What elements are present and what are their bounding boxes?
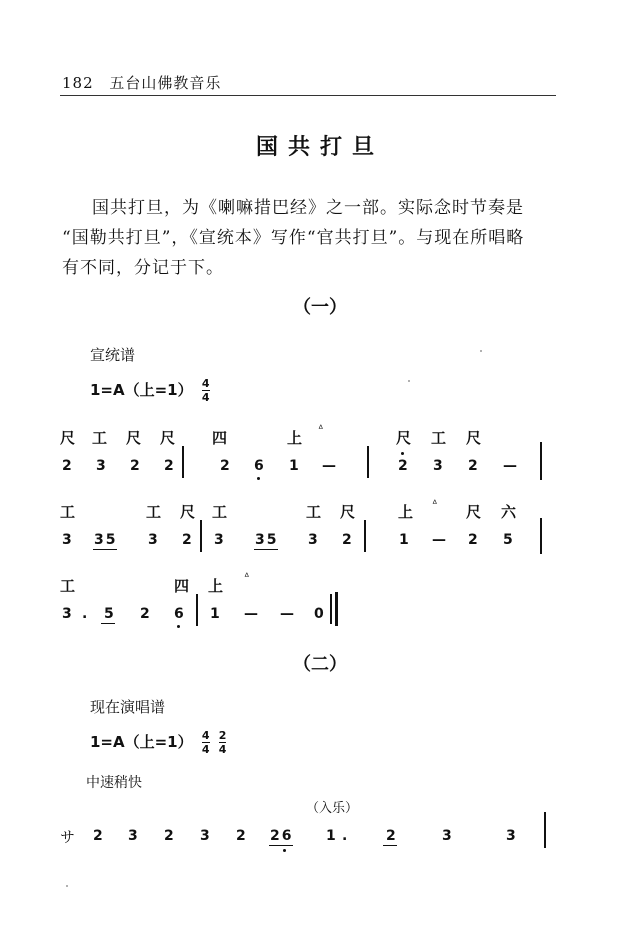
dash: —	[244, 606, 258, 622]
note: 3	[148, 532, 158, 548]
gongche-char: 工	[60, 577, 76, 595]
section-1-subtitle: 宣统谱	[90, 346, 136, 364]
note: 2	[62, 458, 72, 474]
note: 3	[442, 828, 452, 844]
header-rule	[60, 95, 556, 96]
section-2-key-signature	[90, 730, 226, 755]
scan-speck	[66, 885, 68, 887]
running-header	[62, 72, 221, 93]
gongche-char: 尺	[126, 429, 142, 447]
note: 2	[468, 458, 478, 474]
octave-dot-low	[283, 849, 286, 852]
accent-mark: ᐞ	[432, 499, 438, 510]
section-2-heading: （二）	[293, 654, 347, 675]
gongche-char: 尺	[396, 429, 412, 447]
gongche-char: 工	[92, 429, 108, 447]
time-top: 4	[201, 377, 210, 390]
page-number: 182	[62, 74, 94, 92]
note: 3	[96, 458, 106, 474]
gongche-char: 工	[146, 503, 162, 521]
note: 5	[503, 532, 513, 548]
time-signature-1	[202, 730, 210, 755]
barline	[364, 520, 366, 552]
gongche-char: 上	[398, 503, 414, 521]
note-pair: 26	[270, 828, 294, 844]
gongche-char: 四	[174, 577, 190, 595]
accent-mark: ᐞ	[318, 424, 324, 435]
time-top: 4	[201, 729, 210, 742]
barline	[367, 446, 369, 478]
note: 2	[386, 828, 396, 844]
dash: —	[280, 606, 294, 622]
barline	[540, 518, 542, 554]
octave-dot-low	[177, 625, 180, 628]
note: 2	[236, 828, 246, 844]
section-1-heading: （一）	[293, 297, 347, 318]
time-bottom: 4	[201, 743, 210, 756]
underline-beam	[93, 549, 117, 550]
note: 0	[314, 606, 324, 622]
dash: —	[432, 532, 446, 548]
note: 2	[398, 458, 408, 474]
time-bottom: 4	[201, 391, 210, 404]
intro-line-1: 国共打旦，为《喇嘛措巴经》之一部。实际念时节奏是	[92, 198, 524, 218]
note: 6	[174, 606, 184, 622]
intro-line-2: “国勒共打旦”，《宣统本》写作“官共打旦”。与现在所唱略	[62, 228, 525, 248]
gongche-char: 尺	[466, 503, 482, 521]
gongche-char: 四	[212, 429, 228, 447]
gongche-char: 尺	[160, 429, 176, 447]
time-bottom: 4	[218, 743, 227, 756]
note: 5	[104, 606, 114, 622]
section-1-key-signature	[90, 378, 210, 403]
gongche-char: 六	[501, 503, 517, 521]
barline	[540, 442, 542, 480]
dash: —	[322, 458, 336, 474]
note: 2	[130, 458, 140, 474]
key-text: 1=A（上=1）	[90, 733, 193, 751]
note: 1	[289, 458, 299, 474]
note: 3	[214, 532, 224, 548]
note: 3	[62, 606, 72, 622]
augmentation-dot: .	[342, 828, 348, 844]
note: 2	[140, 606, 150, 622]
final-barline-thick	[335, 592, 338, 626]
barline	[200, 520, 202, 552]
tempo-marking: 中速稍快	[86, 775, 142, 791]
gongche-char: 上	[287, 429, 303, 447]
note-pair: 35	[255, 532, 279, 548]
note: 3	[128, 828, 138, 844]
gongche-char: 尺	[180, 503, 196, 521]
underline-beam	[269, 845, 293, 846]
time-signature-2	[219, 730, 227, 755]
free-rhythm-symbol: サ	[60, 828, 76, 846]
note: 6	[254, 458, 264, 474]
time-top: 2	[218, 729, 227, 742]
dash: —	[503, 458, 517, 474]
key-text: 1=A（上=1）	[90, 381, 193, 399]
note: 2	[220, 458, 230, 474]
note: 2	[164, 828, 174, 844]
note: 2	[93, 828, 103, 844]
barline	[544, 812, 546, 848]
underline-beam	[254, 549, 278, 550]
gongche-char: 工	[306, 503, 322, 521]
note: 1	[210, 606, 220, 622]
gongche-char: 尺	[60, 429, 76, 447]
note: 1	[399, 532, 409, 548]
note: 3	[308, 532, 318, 548]
note: 2	[342, 532, 352, 548]
note: 1	[326, 828, 336, 844]
final-barline-thin	[330, 594, 332, 624]
section-2-subtitle: 现在演唱谱	[90, 698, 166, 716]
note: 3	[200, 828, 210, 844]
time-signature	[202, 378, 210, 403]
note: 3	[506, 828, 516, 844]
intro-line-3: 有不同，分记于下。	[62, 258, 224, 278]
book-title: 五台山佛教音乐	[109, 74, 222, 92]
accent-mark: ᐞ	[244, 572, 250, 583]
gongche-char: 工	[60, 503, 76, 521]
octave-dot-low	[257, 477, 260, 480]
gongche-char: 上	[208, 577, 224, 595]
gongche-char: 工	[431, 429, 447, 447]
octave-dot-high	[401, 452, 404, 455]
note: 3	[433, 458, 443, 474]
gongche-char: 尺	[340, 503, 356, 521]
note: 3	[62, 532, 72, 548]
gongche-char: 工	[212, 503, 228, 521]
note-pair: 35	[94, 532, 118, 548]
scan-speck	[480, 350, 482, 352]
underline-beam	[383, 845, 397, 846]
page-title: 国共打旦	[255, 135, 384, 160]
gongche-char: 尺	[466, 429, 482, 447]
entry-marking: （入乐）	[306, 801, 359, 816]
note: 2	[468, 532, 478, 548]
barline	[196, 594, 198, 626]
barline	[182, 446, 184, 478]
augmentation-dot: .	[82, 606, 88, 622]
note: 2	[182, 532, 192, 548]
scan-speck	[408, 380, 410, 382]
note: 2	[164, 458, 174, 474]
underline-beam	[101, 623, 115, 624]
